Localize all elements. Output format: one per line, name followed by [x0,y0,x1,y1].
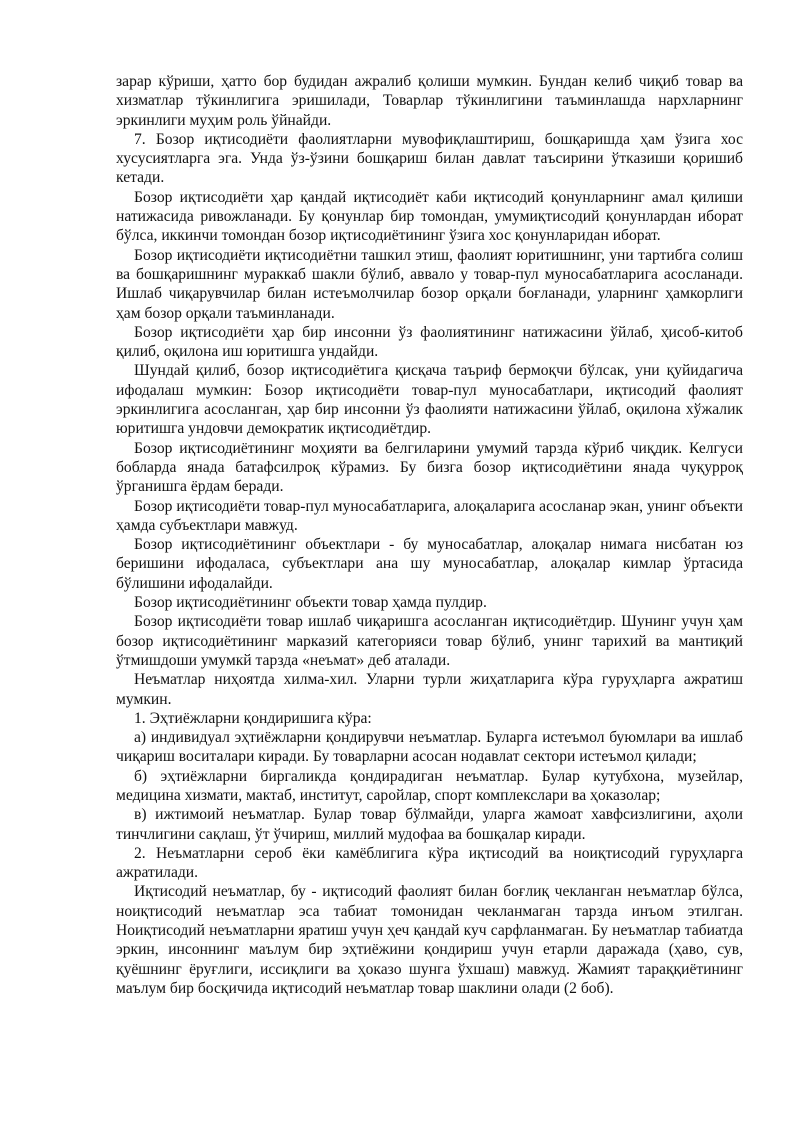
paragraph: Бозор иқтисодиёти иқтисодиётни ташкил этиш, фаолият юритишнинг, уни тартибга солиш ва бошқаришнинг мураккаб шакли бўлиб, аввало у товар-пул муносабатларига асосланади. Ишлаб чиқарувчилар билан истеъмолчилар бозор орқали боғланади, уларнинг ҳамкорлиги ҳам бозор орқали таъминланади. [116,246,743,322]
list-heading-2: 2. Неъматларни сероб ёки камёблигига кўра иқтисодий ва ноиқтисодий гуруҳларга ажратилади. [116,844,743,882]
paragraph: Бозор иқтисодиётининг моҳияти ва белгиларини умумий тарзда кўриб чиқдик. Келгуси бобларда янада батафсилроқ кўрамиз. Бу бизга бозор иқтисодиётини янада чуқурроқ ўрганишга ёрдам беради. [116,439,743,496]
paragraph-item-7: 7. Бозор иқтисодиёти фаолиятларни мувофиқлаштириш, бошқаришда ҳам ўзига хос хусусиятларга эга. Унда ўз-ўзини бошқариш билан давлат таъсирини ўтказиши қоришиб кетади. [116,130,743,187]
list-item-a: а) индивидуал эҳтиёжларни қондирувчи неъматлар. Буларга истеъмол буюмлари ва ишлаб чиқариш воситалари киради. Бу товарларни асосан нодавлат сектори истеъмол қилади; [116,729,743,766]
paragraph: Иқтисодий неъматлар, бу - иқтисодий фаолият билан боғлиқ чекланган неъматлар бўлса, ноиқтисодий неъматлар эса табиат томонидан чекланмаган тарзда инъом этилган. Ноиқтисодий неъматларни яратиш учун ҳеч қандай куч сарфланмаган. Бу неъматлар табиатда эркин, инсоннинг маълум бир эҳтиёжини қондириш учун етарли даражада (ҳаво, сув, қуёшнинг ёруғлиги, иссиқлиги ва ҳоказо шунга ўхшаш) мавжуд. Жамият тараққиётининг маълум бир босқичида иқтисодий неъматлар товар шаклини олади (2 боб). [116,883,743,997]
paragraph: Бозор иқтисодиётининг объектлари - бу муносабатлар, алоқалар нимага нисбатан юз беришини ифодаласа, субъектлари ана шу муносабатлар, алоқалар кимлар ўртасида бўлишини ифодалайди. [116,536,743,592]
paragraph: Бозор иқтисодиёти ҳар қандай иқтисодиёт каби иқтисодий қонунларнинг амал қилиши натижасида ривожланади. Бу қонунлар бир томондан, умумиқтисодий қонунлардан иборат бўлса, иккинчи томондан бозор иқтисодиётининг ўзига хос қонунларидан иборат. [116,188,743,245]
paragraph-definition: Шундай қилиб, бозор иқтисодиётига қисқача таъриф бермоқчи бўлсак, уни қуйидагича ифодалаш мумкин: Бозор иқтисодиёти товар-пул муносабатлари, иқтисодий фаолият эркинлигига асосланган, ҳар бир инсонни ўз фаолияти натижасини ўйлаб, оқилона хўжалик юритишга ундовчи демократик иқтисодиётдир. [116,362,743,438]
paragraph: Бозор иқтисодиётининг объекти товар ҳамда пулдир. [134,594,487,612]
paragraph-continuation: зарар кўриши, ҳатто бор будидан ажралиб қолиши мумкин. Бундан келиб чиқиб товар ва хизматлар тўкинлигига эришилади, Товарлар тўкинлигини таъминлашда нархларнинг эркинлиги муҳим роль ўйнайди. [116,73,743,129]
paragraph: Бозор иқтисодиёти товар ишлаб чиқаришга асосланган иқтисодиётдир. Шунинг учун ҳам бозор иқтисодиётининг марказий категорияси товар бўлиб, унинг тарихий ва мантиқий ўтмишдоши умумкй тарзда «неъмат» деб аталади. [116,613,743,669]
list-item-v: в) ижтимоий неъматлар. Булар товар бўлмайди, уларга жамоат хавфсизлигини, аҳоли тинчлигини сақлаш, ўт ўчириш, миллий мудофаа ва бошқалар киради. [116,806,743,843]
paragraph: Неъматлар ниҳоятда хилма-хил. Уларни турли жиҳатларига кўра гуруҳларга ажратиш мумкин. [116,671,743,708]
paragraph: Бозор иқтисодиёти ҳар бир инсонни ўз фаолиятининг натижасини ўйлаб, ҳисоб-китоб қилиб, оқилона иш юритишга ундайди. [116,323,743,361]
list-item-b: б) эҳтиёжларни биргаликда қондирадиган неъматлар. Булар кутубхона, музейлар, медицина хизмати, мактаб, институт, саройлар, спорт комплекслари ва ҳоказолар; [116,767,743,804]
paragraph: Бозор иқтисодиёти товар-пул муносабатларига, алоқаларига асосланар экан, унинг объекти ҳамда субъектлари мавжуд. [116,497,743,534]
list-heading-1: 1. Эҳтиёжларни қондиришига кўра: [134,709,372,727]
